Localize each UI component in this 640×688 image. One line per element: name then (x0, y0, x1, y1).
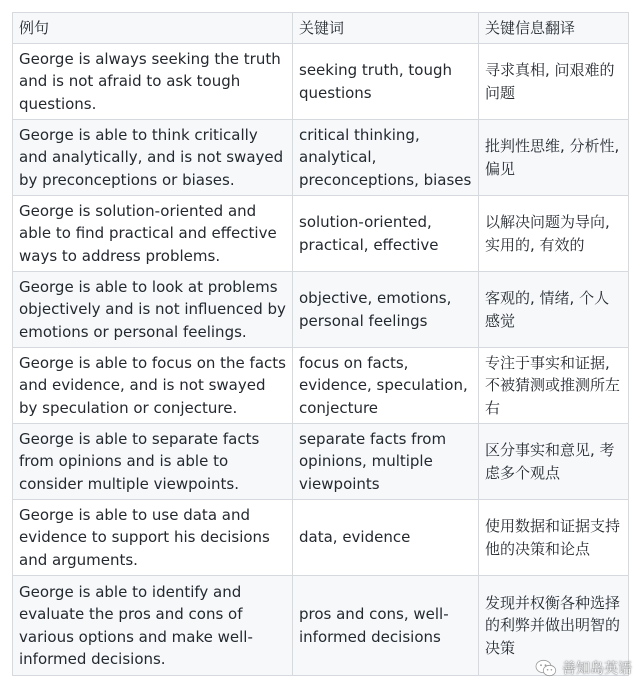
table-row (13, 500, 629, 576)
keywords-cell: objective, emotions, personal feelings (293, 272, 479, 348)
keywords-cell: separate facts from opinions, multiple viewpoints (293, 424, 479, 500)
header-example-sentence: 例句 (13, 13, 293, 44)
header-translation: 关键信息翻译 (479, 13, 629, 44)
translation-cell: 以解决问题为导向, 实用的, 有效的 (479, 196, 629, 272)
table-row (13, 196, 629, 272)
example-sentence-cell: George is always seeking the truth and is not afraid to ask tough questions. (13, 44, 293, 120)
table-row (13, 120, 629, 196)
header-keywords: 关键词 (293, 13, 479, 44)
example-sentence-cell: George is able to think critically and analytically, and is not swayed by preconceptions or biases. (13, 120, 293, 196)
example-sentence-cell: George is able to identify and evaluate the pros and cons of various options and make well-informed decisions. (13, 576, 293, 676)
watermark-text: 善知岛英语 (562, 661, 632, 677)
example-sentence-cell: George is able to separate facts from opinions and is able to consider multiple viewpoints. (13, 424, 293, 500)
translation-cell: 批判性思维, 分析性, 偏见 (479, 120, 629, 196)
example-sentence-cell: George is able to look at problems objectively and is not influenced by emotions or personal feelings. (13, 272, 293, 348)
table-row (13, 424, 629, 500)
example-sentence-cell: George is solution-oriented and able to find practical and effective ways to address problems. (13, 196, 293, 272)
keywords-cell: data, evidence (293, 500, 479, 576)
table-row (13, 348, 629, 424)
translation-cell: 寻求真相, 问艰难的问题 (479, 44, 629, 120)
keywords-cell: solution-oriented, practical, effective (293, 196, 479, 272)
table-row (13, 272, 629, 348)
keywords-cell: pros and cons, well-informed decisions (293, 576, 479, 676)
translation-cell: 专注于事实和证据, 不被猜测或推测所左右 (479, 348, 629, 424)
keywords-cell: focus on facts, evidence, speculation, conjecture (293, 348, 479, 424)
table-row (13, 44, 629, 120)
wechat-watermark (535, 658, 632, 678)
keywords-cell: critical thinking, analytical, preconceptions, biases (293, 120, 479, 196)
table-header-row (13, 13, 629, 44)
translation-cell: 客观的, 情绪, 个人感觉 (479, 272, 629, 348)
translation-cell: 区分事实和意见, 考虑多个观点 (479, 424, 629, 500)
example-sentence-cell: George is able to focus on the facts and evidence, and is not swayed by speculation or conjecture. (13, 348, 293, 424)
translation-cell: 发现并权衡各种选择的利弊并做出明智的决策 (479, 576, 629, 676)
translation-cell: 使用数据和证据支持他的决策和论点 (479, 500, 629, 576)
example-sentence-cell: George is able to use data and evidence to support his decisions and arguments. (13, 500, 293, 576)
wechat-icon (535, 659, 557, 677)
keywords-cell: seeking truth, tough questions (293, 44, 479, 120)
vocabulary-table (12, 12, 629, 676)
